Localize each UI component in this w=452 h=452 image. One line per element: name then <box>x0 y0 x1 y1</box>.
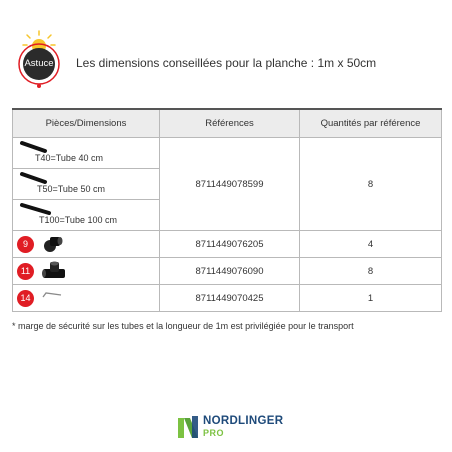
part-number-badge: 11 <box>17 263 34 280</box>
tube-cell-t100 <box>13 200 160 231</box>
part-reference: 8711449070425 <box>160 285 300 312</box>
tube-reference: 8711449078599 <box>160 138 300 231</box>
astuce-badge <box>12 30 66 90</box>
tube-quantity: 8 <box>300 138 442 231</box>
part-number-badge: 9 <box>17 236 34 253</box>
table-row <box>13 138 442 169</box>
table-row <box>13 231 442 258</box>
table-row <box>13 258 442 285</box>
tube-icon <box>19 140 49 154</box>
header-pieces: Pièces/Dimensions <box>13 109 160 138</box>
part-quantity: 4 <box>300 231 442 258</box>
tube-cell-t40 <box>13 138 160 169</box>
tee-connector-icon <box>41 261 67 283</box>
nordlinger-logo <box>176 412 286 442</box>
tube-cell-t50 <box>13 169 160 200</box>
part-reference: 8711449076205 <box>160 231 300 258</box>
tube-label-t100: T100=Tube 100 cm <box>39 215 117 225</box>
table-header-row <box>13 109 442 138</box>
logo-mark-icon <box>176 414 200 440</box>
part-cell-14 <box>13 285 160 312</box>
astuce-label: Astuce <box>24 58 54 69</box>
part-quantity: 1 <box>300 285 442 312</box>
parts-table <box>12 108 442 312</box>
table-row <box>13 285 442 312</box>
tip-text: Les dimensions conseillées pour la planche : 1m x 50cm <box>76 56 377 70</box>
logo-sub: PRO <box>203 428 225 438</box>
part-number-badge: 14 <box>17 290 34 307</box>
tube-label-t50: T50=Tube 50 cm <box>37 184 105 194</box>
part-cell-11 <box>13 258 160 285</box>
header-references: Références <box>160 109 300 138</box>
tube-icon <box>19 202 53 216</box>
tube-icon <box>19 171 49 185</box>
connector-icon <box>41 234 65 254</box>
part-reference: 8711449076090 <box>160 258 300 285</box>
part-quantity: 8 <box>300 258 442 285</box>
part-cell-9 <box>13 231 160 258</box>
logo-name: NORDLINGER <box>203 415 284 427</box>
hex-key-icon <box>41 288 63 302</box>
header-quantities: Quantités par référence <box>300 109 442 138</box>
tube-label-t40: T40=Tube 40 cm <box>35 153 103 163</box>
footnote: * marge de sécurité sur les tubes et la longueur de 1m est privilégiée pour le transport <box>12 321 354 331</box>
